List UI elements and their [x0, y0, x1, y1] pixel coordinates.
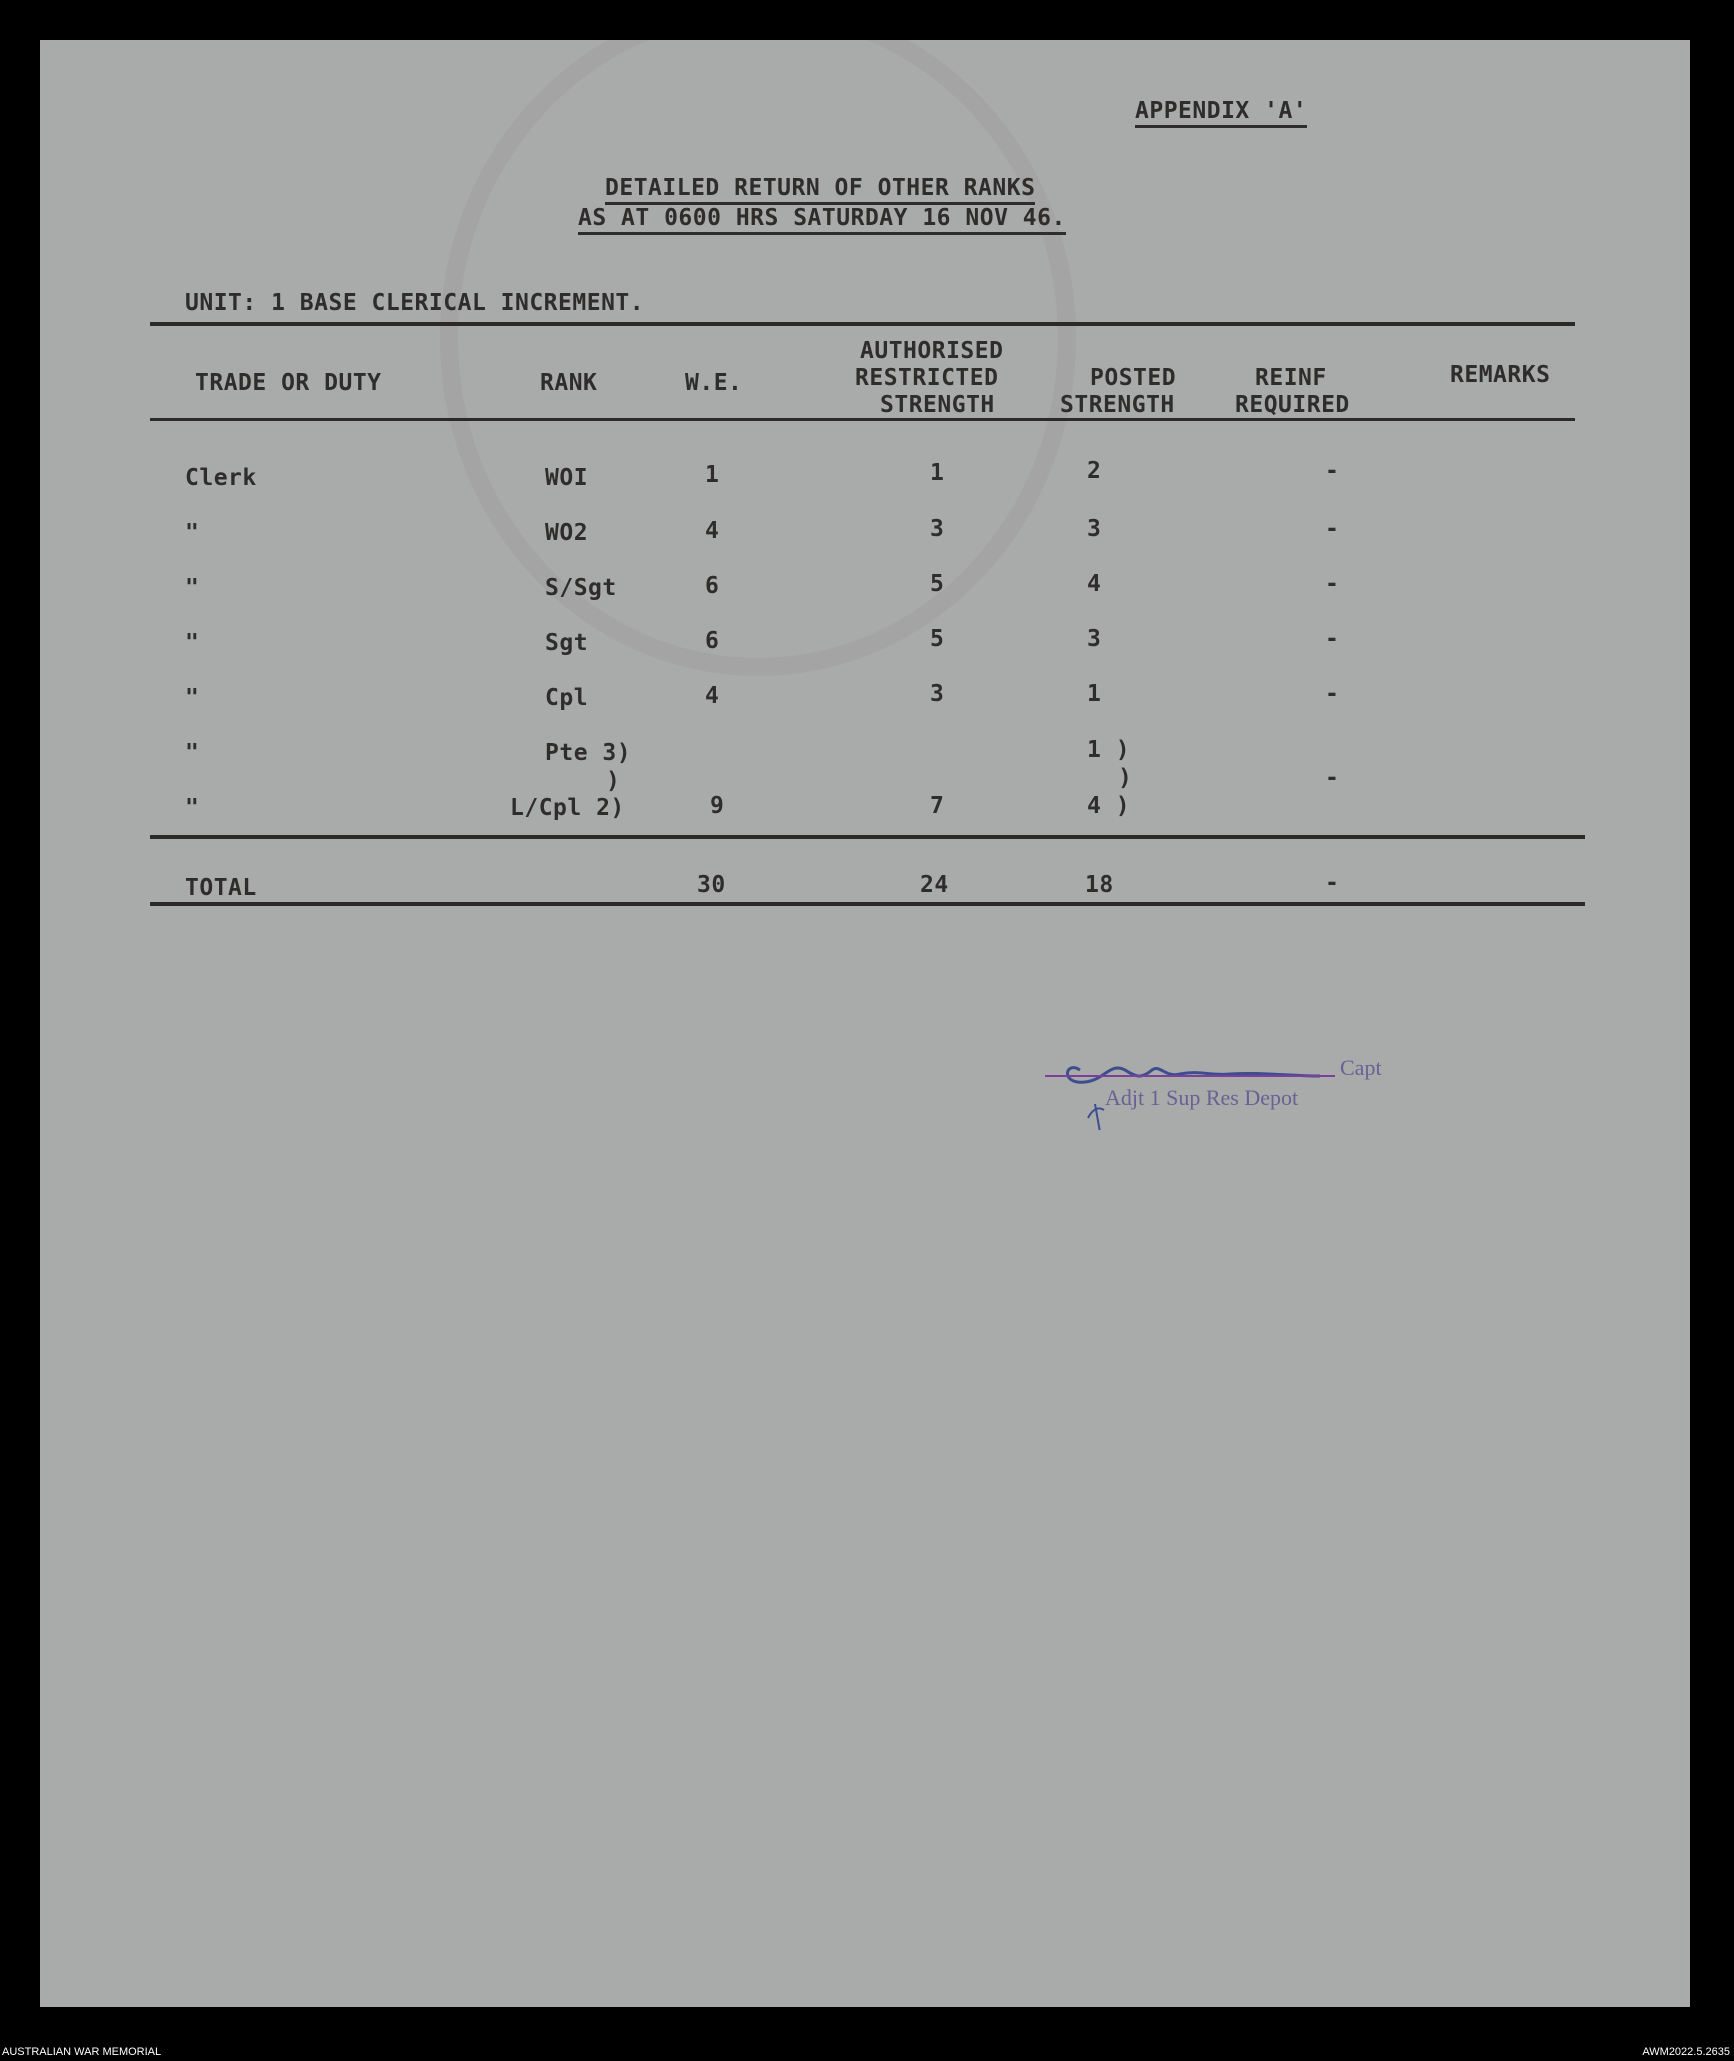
cell-reinf: - [1325, 571, 1340, 597]
cell-posted: 3 [1087, 626, 1102, 652]
cell-rank: WOI [545, 465, 589, 491]
cell-rank: L/Cpl 2) [510, 795, 625, 821]
cell-trade: " [185, 630, 200, 656]
cell-posted: 2 [1087, 458, 1102, 484]
cell-reinf: - [1325, 516, 1340, 542]
total-bottom-rule [150, 902, 1585, 906]
signature-appointment: Adjt 1 Sup Res Depot [1105, 1085, 1299, 1110]
cell-we: 4 [705, 518, 720, 544]
total-auth: 24 [920, 872, 949, 898]
table-top-rule [150, 322, 1575, 326]
cell-trade: " [185, 795, 200, 821]
cell-auth: 3 [930, 516, 945, 542]
cell-posted: 1 [1087, 681, 1102, 707]
header-posted-1: POSTED [1090, 365, 1177, 391]
total-posted: 18 [1085, 872, 1114, 898]
cell-reinf: - [1325, 626, 1340, 652]
cell-reinf: - [1325, 458, 1340, 484]
cell-auth: 1 [930, 460, 945, 486]
cell-auth: 3 [930, 681, 945, 707]
appendix-label: APPENDIX 'A' [1135, 98, 1307, 128]
cell-we: 6 [705, 628, 720, 654]
cell-trade: " [185, 575, 200, 601]
cell-posted: 4 [1087, 571, 1102, 597]
header-authorised-1: AUTHORISED [860, 338, 1004, 364]
total-top-rule [150, 835, 1585, 839]
cell-rank: Sgt [545, 630, 589, 656]
total-label: TOTAL [185, 875, 257, 901]
total-reinf: - [1325, 870, 1340, 896]
title-line-2: AS AT 0600 HRS SATURDAY 16 NOV 46. [578, 205, 1066, 235]
cell-rank: Pte 3) [545, 740, 632, 766]
cell-auth: 5 [930, 626, 945, 652]
title-line-1: DETAILED RETURN OF OTHER RANKS [605, 175, 1035, 205]
cell-reinf: - [1325, 681, 1340, 707]
header-rank: RANK [540, 370, 598, 396]
cell-we: 9 [710, 793, 725, 819]
cell-auth: 5 [930, 571, 945, 597]
cell-we: 6 [705, 573, 720, 599]
header-trade-or-duty: TRADE OR DUTY [195, 370, 382, 396]
cell-we: 4 [705, 683, 720, 709]
footer-left: AUSTRALIAN WAR MEMORIAL [2, 2046, 162, 2058]
signature-rank: Capt [1340, 1055, 1382, 1080]
header-posted-2: STRENGTH [1060, 392, 1175, 418]
header-remarks: REMARKS [1450, 362, 1551, 388]
bracket-rank: ) [606, 768, 621, 794]
header-authorised-2: RESTRICTED [855, 365, 999, 391]
cell-reinf: - [1325, 765, 1340, 791]
cell-rank: S/Sgt [545, 575, 617, 601]
signature-line [1045, 1075, 1335, 1077]
cell-posted: 4 ) [1087, 793, 1131, 819]
cell-rank: Cpl [545, 685, 589, 711]
cell-trade: " [185, 520, 200, 546]
cell-posted: 3 [1087, 516, 1102, 542]
cell-trade: " [185, 740, 200, 766]
cell-trade: " [185, 685, 200, 711]
total-we: 30 [697, 872, 726, 898]
header-reinf-2: REQUIRED [1235, 392, 1350, 418]
header-reinf-1: REINF [1255, 365, 1327, 391]
cell-auth: 7 [930, 793, 945, 819]
cell-trade: Clerk [185, 465, 257, 491]
cell-we: 1 [705, 462, 720, 488]
document-page [40, 40, 1690, 2007]
cell-rank: WO2 [545, 520, 589, 546]
header-bottom-rule [150, 418, 1575, 421]
cell-posted: 1 ) [1087, 737, 1131, 763]
header-authorised-3: STRENGTH [880, 392, 995, 418]
footer-right: AWM2022.5.2635 [1642, 2046, 1730, 2058]
bracket-posted: ) [1118, 765, 1133, 791]
header-we: W.E. [685, 370, 743, 396]
unit-line: UNIT: 1 BASE CLERICAL INCREMENT. [185, 290, 645, 316]
